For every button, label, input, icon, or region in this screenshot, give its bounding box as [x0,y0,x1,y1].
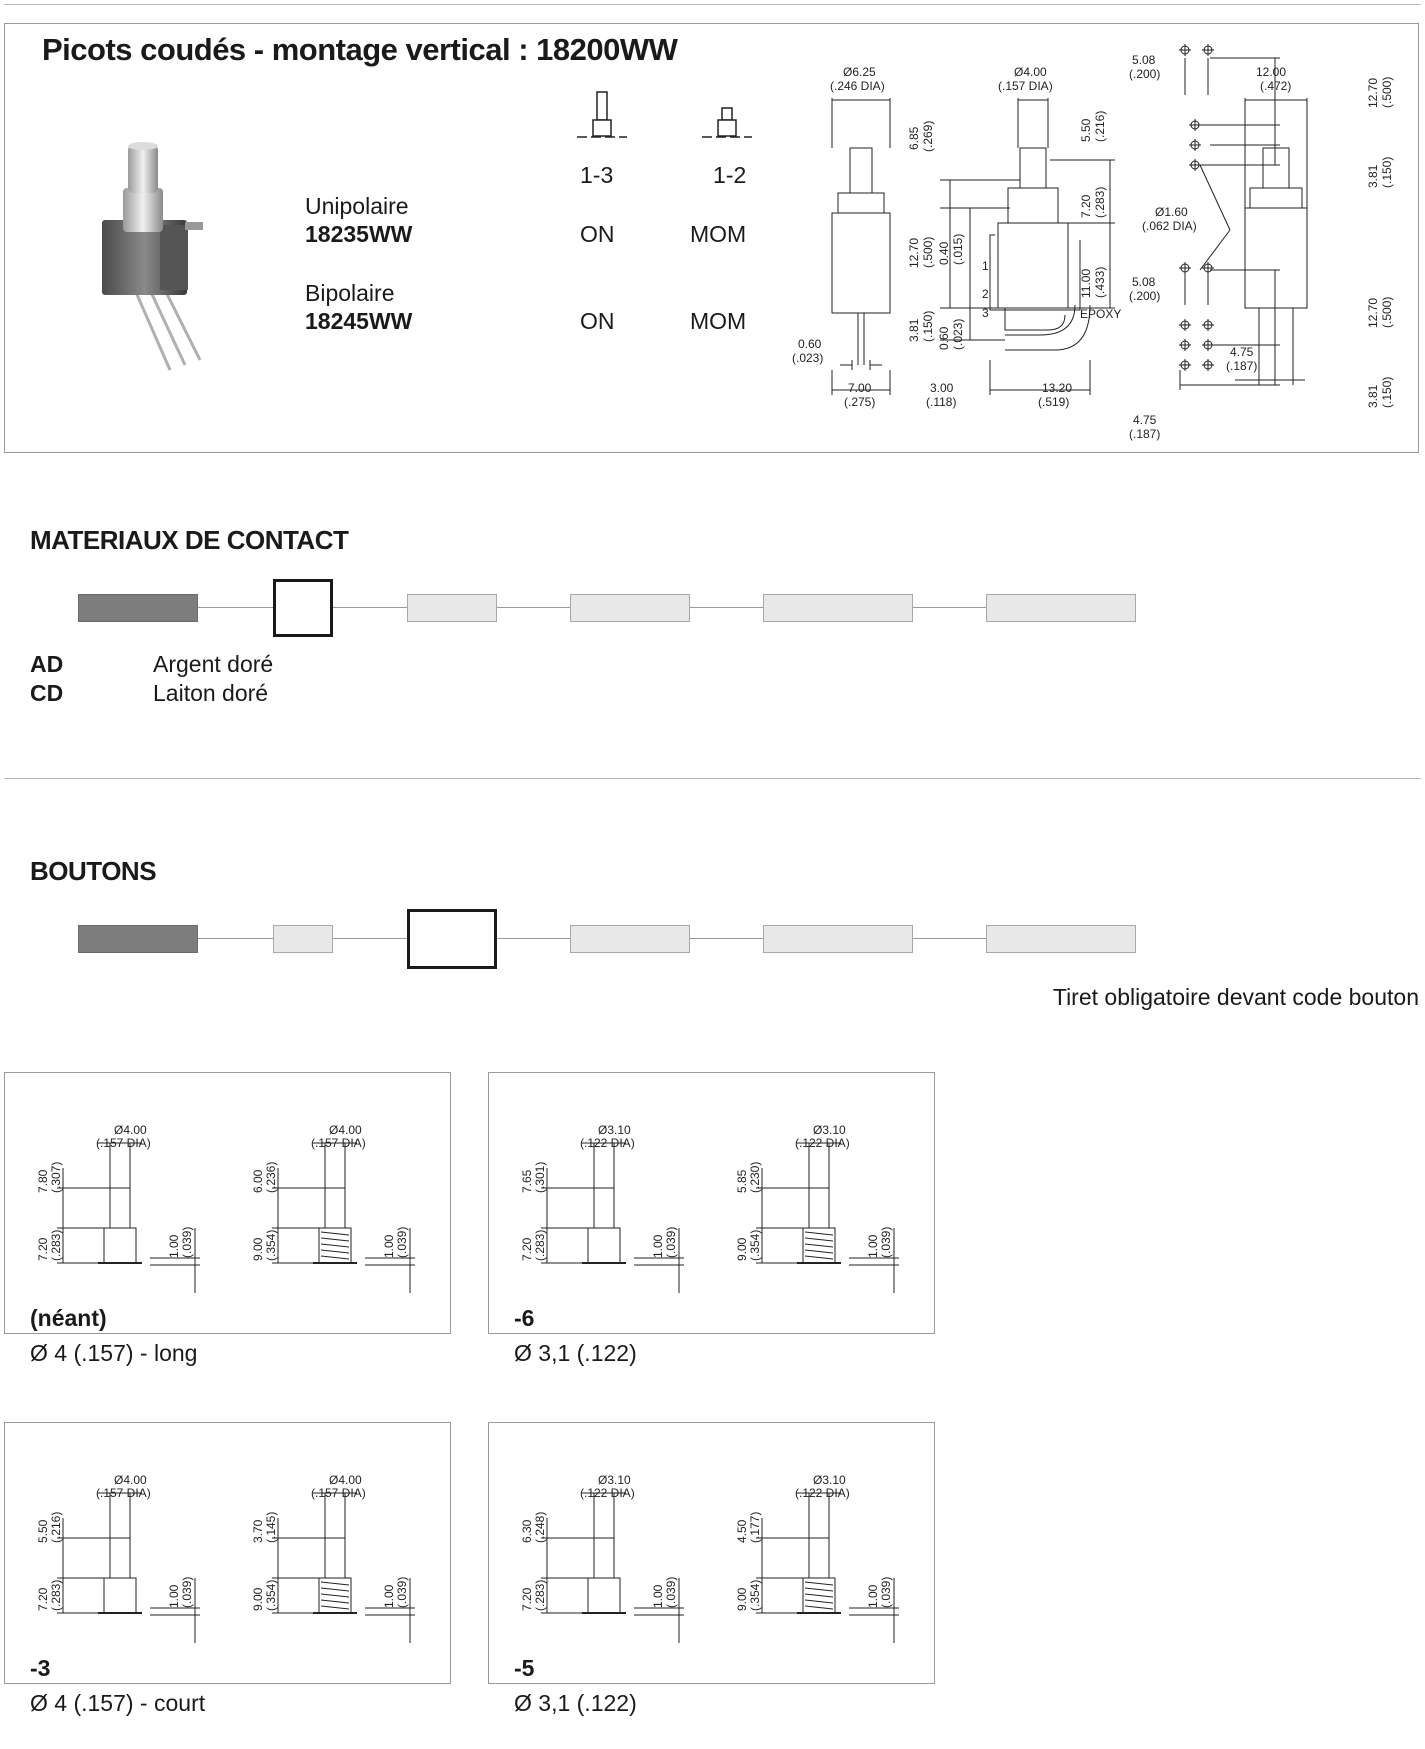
button-option-drawing [489,1423,934,1683]
dim-d13b: (.275) [844,395,876,409]
panel-2-dia-in: (.157 DIA) [311,1486,366,1500]
dim-d6b: (.269) [921,120,935,152]
position-symbol-1-3-icon [575,90,645,150]
buttons-code-segment-2 [273,925,333,953]
material-code-cd: CD [30,680,64,706]
position-label-1: 1-3 [580,162,614,188]
epoxy-label: EPOXY [1080,307,1122,321]
panel-3-thickness: 1.00 [866,1584,880,1608]
materials-code-segment-1 [78,594,198,622]
series-title: Picots coudés - montage vertical : 18200WW [42,32,678,67]
dim-d12b-holes: (.150) [1380,156,1394,188]
panel-2-thickness-in: (.039) [395,1576,409,1608]
dim-d9b-holes: (.500) [1380,76,1394,108]
panel-3-dia: Ø3.10 [813,1473,846,1487]
dim-d16: 4.75 [1230,345,1254,359]
materials-code-segment-4 [570,594,690,622]
dim-d9-holes-lower: 12.70 [1366,297,1380,328]
materials-code-segment-3 [407,594,497,622]
panel-0-height: 7.80 [36,1169,50,1193]
button-option-code: (néant) [30,1305,107,1331]
panel-0-dia: Ø4.00 [329,1123,362,1137]
panel-2-height-in: (.145) [264,1511,278,1543]
panel-1-height-in: (.301) [533,1161,547,1193]
panel-1-dia: Ø3.10 [813,1123,846,1137]
dim-d17b: (.062 DIA) [1142,219,1197,233]
buttons-code-segment-1 [78,925,198,953]
dim-d16b: (.187) [1226,359,1258,373]
button-option-panel [4,1422,451,1684]
panel-1-height-in: (.230) [748,1161,762,1193]
panel-0-dia-in: (.157 DIA) [311,1136,366,1150]
panel-2-dia: Ø4.00 [329,1473,362,1487]
panel-2-dia-in: (.157 DIA) [96,1486,151,1500]
panel-1-thickness: 1.00 [651,1234,665,1258]
panel-1-height: 5.85 [735,1169,749,1193]
unipolaire-pos2-value: MOM [690,221,747,247]
button-option-desc: Ø 3,1 (.122) [514,1340,637,1366]
part-number-bipolaire: 18245WW [305,308,413,334]
dim-d7b: (.283) [1093,186,1107,218]
materials-code-segment-5 [763,594,913,622]
dim-d3: 12.00 [1256,65,1287,79]
dim-d2b: (.157 DIA) [998,79,1053,93]
button-option-drawing [5,1423,450,1683]
button-option-desc: Ø 3,1 (.122) [514,1690,637,1716]
panel-2-thickness: 1.00 [167,1584,181,1608]
panel-2-base-in: (.283) [49,1579,63,1611]
panel-2-thickness-in: (.039) [180,1576,194,1608]
buttons-title: BOUTONS [30,856,157,886]
panel-0-thickness: 1.00 [382,1234,396,1258]
panel-3-base-in: (.354) [748,1579,762,1611]
dim-d8: 11.00 [1079,268,1093,298]
panel-3-dia: Ø3.10 [598,1473,631,1487]
panel-3-base: 9.00 [735,1587,749,1611]
panel-0-thickness-in: (.039) [395,1226,409,1258]
materials-code-segment-active [273,579,333,637]
dim-d4b-lower: (.200) [1129,289,1161,303]
dim-d13: 7.00 [848,381,872,395]
bipolaire-pos1-value: ON [580,308,615,334]
dim-d10: 0.40 [937,241,951,265]
dim-d12b: (.150) [921,310,935,342]
position-label-2: 1-2 [713,162,747,188]
dim-d11: 0.60 [798,337,822,351]
panel-1-base-in: (.354) [748,1229,762,1261]
panel-2-base: 7.20 [36,1587,50,1611]
dim-d9b: (.500) [921,236,935,268]
panel-3-base: 7.20 [520,1587,534,1611]
button-option-panel [488,1422,935,1684]
panel-0-dia: Ø4.00 [114,1123,147,1137]
material-desc-cd: Laiton doré [153,680,269,706]
panel-3-height: 4.50 [735,1519,749,1543]
dim-d5b: (.216) [1093,110,1107,142]
panel-0-thickness-in: (.039) [180,1226,194,1258]
section-divider [4,778,1421,779]
panel-2-thickness: 1.00 [382,1584,396,1608]
panel-2-height: 3.70 [251,1519,265,1543]
buttons-code-segment-6 [986,925,1136,953]
panel-2-dia: Ø4.00 [114,1473,147,1487]
panel-1-thickness-in: (.039) [664,1226,678,1258]
dim-d15: 13.20 [1042,381,1073,395]
dim-d16-lower: 4.75 [1133,413,1157,427]
panel-2-base: 9.00 [251,1587,265,1611]
material-code-ad: AD [30,651,64,677]
top-divider [4,4,1421,5]
row-label-bipolaire: Bipolaire [305,280,395,306]
panel-3-base-in: (.283) [533,1579,547,1611]
dim-d16b-lower: (.187) [1129,427,1161,441]
dim-d14b: (.118) [926,395,957,409]
panel-3-dia-in: (.122 DIA) [580,1486,635,1500]
panel-1-base: 7.20 [520,1237,534,1261]
dim-d4b: (.200) [1129,67,1161,81]
pin-3-label: 3 [982,306,989,320]
panel-0-height-in: (.307) [49,1161,63,1193]
dim-d14: 3.00 [930,381,954,395]
dim-d9b-holes-lower: (.500) [1380,296,1394,328]
dim-d1: Ø6.25 [843,65,876,79]
row-label-unipolaire: Unipolaire [305,193,409,219]
panel-1-dia-in: (.122 DIA) [795,1136,850,1150]
dim-d11b: (.023) [792,351,824,365]
button-option-desc: Ø 4 (.157) - court [30,1690,206,1716]
panel-2-height: 5.50 [36,1519,50,1543]
dash-required-note: Tiret obligatoire devant code bouton [1052,984,1419,1010]
panel-2-base-in: (.354) [264,1579,278,1611]
panel-0-dia-in: (.157 DIA) [96,1136,151,1150]
dim-d6: 6.85 [907,126,921,150]
dim-d9: 12.70 [907,237,921,268]
panel-1-thickness: 1.00 [866,1234,880,1258]
dimension-drawing [790,40,1420,441]
buttons-code-segment-active [407,909,497,969]
panel-3-thickness-in: (.039) [879,1576,893,1608]
position-symbol-1-2-icon [700,90,770,150]
button-option-panel [488,1072,935,1334]
dim-d1b: (.246 DIA) [830,79,885,93]
button-option-desc: Ø 4 (.157) - long [30,1340,198,1366]
panel-0-base-in: (.283) [49,1229,63,1261]
panel-3-height-in: (.177) [748,1511,762,1543]
panel-0-height-in: (.236) [264,1161,278,1193]
panel-3-height: 6.30 [520,1519,534,1543]
dim-d4-lower: 5.08 [1132,275,1156,289]
dim-d5: 5.50 [1079,118,1093,142]
panel-1-dia: Ø3.10 [598,1123,631,1137]
dim-d10b: (.015) [951,233,965,265]
materials-title: MATERIAUX DE CONTACT [30,525,349,555]
part-number-unipolaire: 18235WW [305,221,413,247]
panel-1-base: 9.00 [735,1237,749,1261]
panel-0-base: 7.20 [36,1237,50,1261]
panel-0-thickness: 1.00 [167,1234,181,1258]
dim-d17: Ø1.60 [1155,205,1188,219]
dim-d9-holes: 12.70 [1366,77,1380,108]
button-option-code: -3 [30,1655,51,1681]
bipolaire-pos2-value: MOM [690,308,747,334]
dim-d15b: (.519) [1038,395,1070,409]
unipolaire-pos1-value: ON [580,221,615,247]
dim-d4: 5.08 [1132,53,1156,67]
buttons-code-segment-4 [570,925,690,953]
panel-1-height: 7.65 [520,1169,534,1193]
material-desc-ad: Argent doré [153,651,274,677]
panel-0-base-in: (.354) [264,1229,278,1261]
panel-3-thickness: 1.00 [651,1584,665,1608]
switch-photo [90,140,220,380]
dim-d8b: (.433) [1093,266,1107,298]
panel-3-height-in: (.248) [533,1511,547,1543]
panel-3-dia-in: (.122 DIA) [795,1486,850,1500]
button-option-drawing [489,1073,934,1333]
panel-1-base-in: (.283) [533,1229,547,1261]
dim-d12: 3.81 [907,318,921,342]
panel-1-thickness-in: (.039) [879,1226,893,1258]
dim-d12-holes: 3.81 [1366,164,1380,188]
button-option-code: -6 [514,1305,535,1331]
panel-1-dia-in: (.122 DIA) [580,1136,635,1150]
panel-0-base: 9.00 [251,1237,265,1261]
button-option-panel [4,1072,451,1334]
dim-d7: 7.20 [1079,194,1093,218]
button-option-code: -5 [514,1655,535,1681]
pin-1-label: 1 [982,259,989,273]
panel-0-height: 6.00 [251,1169,265,1193]
dim-d11b-side: (.023) [951,318,965,350]
dim-d12b-holes-lower: (.150) [1380,376,1394,408]
buttons-code-segment-5 [763,925,913,953]
materials-code-segment-6 [986,594,1136,622]
pin-2-label: 2 [982,287,989,301]
panel-3-thickness-in: (.039) [664,1576,678,1608]
dim-d12-holes-lower: 3.81 [1366,384,1380,408]
dim-d2: Ø4.00 [1014,65,1047,79]
dim-d3b: (.472) [1260,79,1292,93]
dim-d11-side: 0.60 [937,326,951,350]
button-option-drawing [5,1073,450,1333]
panel-2-height-in: (.216) [49,1511,63,1543]
